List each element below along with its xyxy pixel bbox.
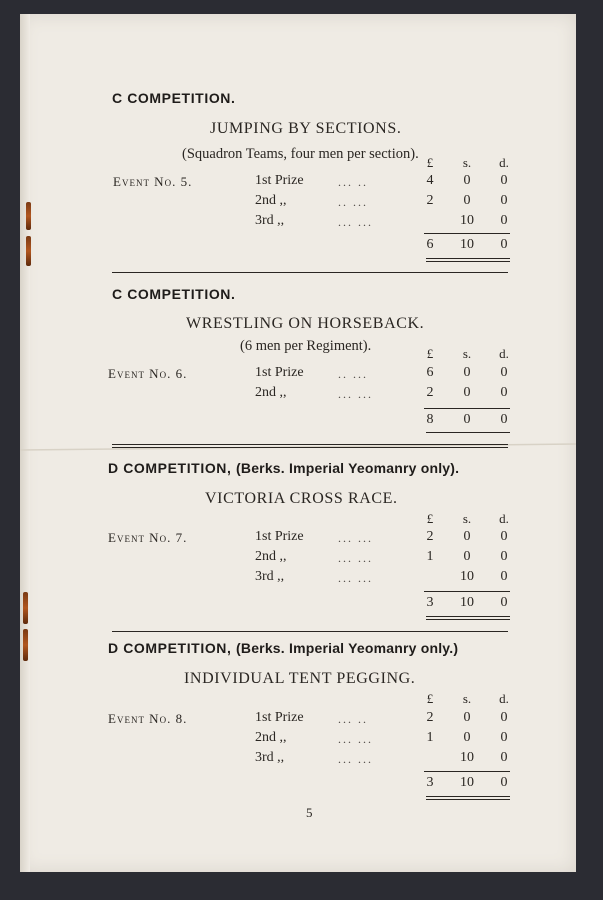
prize-label: 1st Prize: [255, 173, 304, 188]
total-double-rule: [426, 619, 510, 620]
amount-shillings: 0: [463, 365, 471, 380]
event-number: Event No. 5.: [113, 174, 193, 189]
amount-shillings: 0: [463, 173, 471, 188]
pounds-header: £: [426, 155, 434, 170]
amount-shillings: 10: [460, 213, 474, 228]
amount-pence: 0: [500, 710, 508, 725]
shillings-header: s.: [462, 155, 472, 170]
prize-label: 1st Prize: [255, 529, 304, 544]
amount-pence: 0: [500, 750, 508, 765]
leader-dots: ... ...: [338, 215, 373, 229]
amount-shillings: 0: [463, 710, 471, 725]
amount-pence: 0: [500, 193, 508, 208]
leader-dots: ... ...: [338, 387, 373, 401]
amount-pounds: 2: [426, 529, 434, 544]
sum-rule: [424, 591, 510, 592]
event-number: Event No. 7.: [108, 530, 188, 545]
section-divider: [112, 272, 508, 273]
total-shillings: 10: [460, 237, 474, 252]
total-double-rule: [426, 796, 510, 797]
leader-dots: ... ...: [338, 752, 373, 766]
competition-label: D COMPETITION,: [108, 640, 232, 656]
pence-header: d.: [499, 691, 509, 706]
total-pounds: 3: [426, 775, 434, 790]
total-pence: 0: [500, 237, 508, 252]
leader-dots: ... ..: [338, 712, 368, 726]
prize-label: 1st Prize: [255, 365, 304, 380]
amount-pence: 0: [500, 730, 508, 745]
pounds-header: £: [426, 691, 434, 706]
total-shillings: 0: [463, 412, 471, 427]
leader-dots: .. ...: [338, 195, 368, 209]
prize-label: 2nd ,,: [255, 385, 287, 400]
amount-pence: 0: [500, 549, 508, 564]
amount-shillings: 0: [463, 549, 471, 564]
amount-shillings: 0: [463, 730, 471, 745]
section-divider: [112, 447, 508, 448]
total-double-rule: [426, 799, 510, 800]
total-pounds: 3: [426, 595, 434, 610]
event-subtitle: (6 men per Regiment).: [240, 338, 372, 354]
total-pounds: 8: [426, 412, 434, 427]
event-title: WRESTLING ON HORSEBACK.: [186, 315, 425, 332]
competition-qualifier: (Berks. Imperial Yeomanry only.): [236, 640, 459, 656]
prize-label: 1st Prize: [255, 710, 304, 725]
competition-heading: [108, 460, 459, 476]
event-title: INDIVIDUAL TENT PEGGING.: [184, 670, 416, 687]
amount-pounds: 2: [426, 193, 434, 208]
total-pence: 0: [500, 775, 508, 790]
prize-label: 2nd ,,: [255, 193, 287, 208]
amount-pounds: 4: [426, 173, 434, 188]
staple-bottom-lower: [23, 629, 28, 661]
competition-heading: C COMPETITION.: [112, 90, 236, 106]
staple-top: [26, 202, 31, 230]
sum-rule: [424, 233, 510, 234]
staple-bottom: [23, 592, 28, 624]
total-pounds: 6: [426, 237, 434, 252]
pence-header: d.: [499, 346, 509, 361]
amount-pence: 0: [500, 173, 508, 188]
pounds-header: £: [426, 511, 434, 526]
amount-shillings: 0: [463, 385, 471, 400]
amount-pence: 0: [500, 529, 508, 544]
prize-label: 3rd ,,: [255, 750, 285, 765]
sum-rule: [424, 408, 510, 409]
event-title: JUMPING BY SECTIONS.: [210, 120, 402, 137]
competition-qualifier: (Berks. Imperial Yeomanry only).: [236, 460, 460, 476]
pence-header: d.: [499, 511, 509, 526]
leader-dots: ... ...: [338, 531, 373, 545]
amount-pence: 0: [500, 569, 508, 584]
pence-header: d.: [499, 155, 509, 170]
shillings-header: s.: [462, 691, 472, 706]
competition-heading: [108, 640, 458, 656]
amount-shillings: 0: [463, 193, 471, 208]
amount-pounds: 2: [426, 710, 434, 725]
total-double-rule: [426, 616, 510, 617]
amount-pounds: 2: [426, 385, 434, 400]
event-number: Event No. 8.: [108, 711, 188, 726]
amount-pence: 0: [500, 385, 508, 400]
leader-dots: ... ..: [338, 175, 368, 189]
leader-dots: ... ...: [338, 732, 373, 746]
shillings-header: s.: [462, 511, 472, 526]
amount-pounds: 1: [426, 549, 434, 564]
prize-label: 2nd ,,: [255, 549, 287, 564]
section-divider: [112, 444, 508, 445]
event-subtitle: (Squadron Teams, four men per section).: [182, 146, 419, 162]
amount-shillings: 10: [460, 569, 474, 584]
prize-label: 2nd ,,: [255, 730, 287, 745]
page-edge: [20, 14, 30, 872]
total-double-rule: [426, 432, 510, 433]
page-number: 5: [306, 805, 313, 820]
amount-shillings: 10: [460, 750, 474, 765]
competition-label: D COMPETITION,: [108, 460, 232, 476]
prize-label: 3rd ,,: [255, 569, 285, 584]
amount-pounds: 6: [426, 365, 434, 380]
event-title: VICTORIA CROSS RACE.: [205, 490, 398, 507]
staple-top-lower: [26, 236, 31, 266]
total-pence: 0: [500, 412, 508, 427]
total-shillings: 10: [460, 775, 474, 790]
leader-dots: .. ...: [338, 367, 368, 381]
total-double-rule: [426, 258, 510, 259]
prize-label: 3rd ,,: [255, 213, 285, 228]
total-shillings: 10: [460, 595, 474, 610]
amount-pence: 0: [500, 365, 508, 380]
total-double-rule: [426, 261, 510, 262]
competition-heading: C COMPETITION.: [112, 286, 236, 302]
leader-dots: ... ...: [338, 551, 373, 565]
amount-shillings: 0: [463, 529, 471, 544]
event-number: Event No. 6.: [108, 366, 188, 381]
shillings-header: s.: [462, 346, 472, 361]
amount-pence: 0: [500, 213, 508, 228]
sum-rule: [424, 771, 510, 772]
amount-pounds: 1: [426, 730, 434, 745]
pounds-header: £: [426, 346, 434, 361]
leader-dots: ... ...: [338, 571, 373, 585]
section-divider: [112, 631, 508, 632]
total-pence: 0: [500, 595, 508, 610]
